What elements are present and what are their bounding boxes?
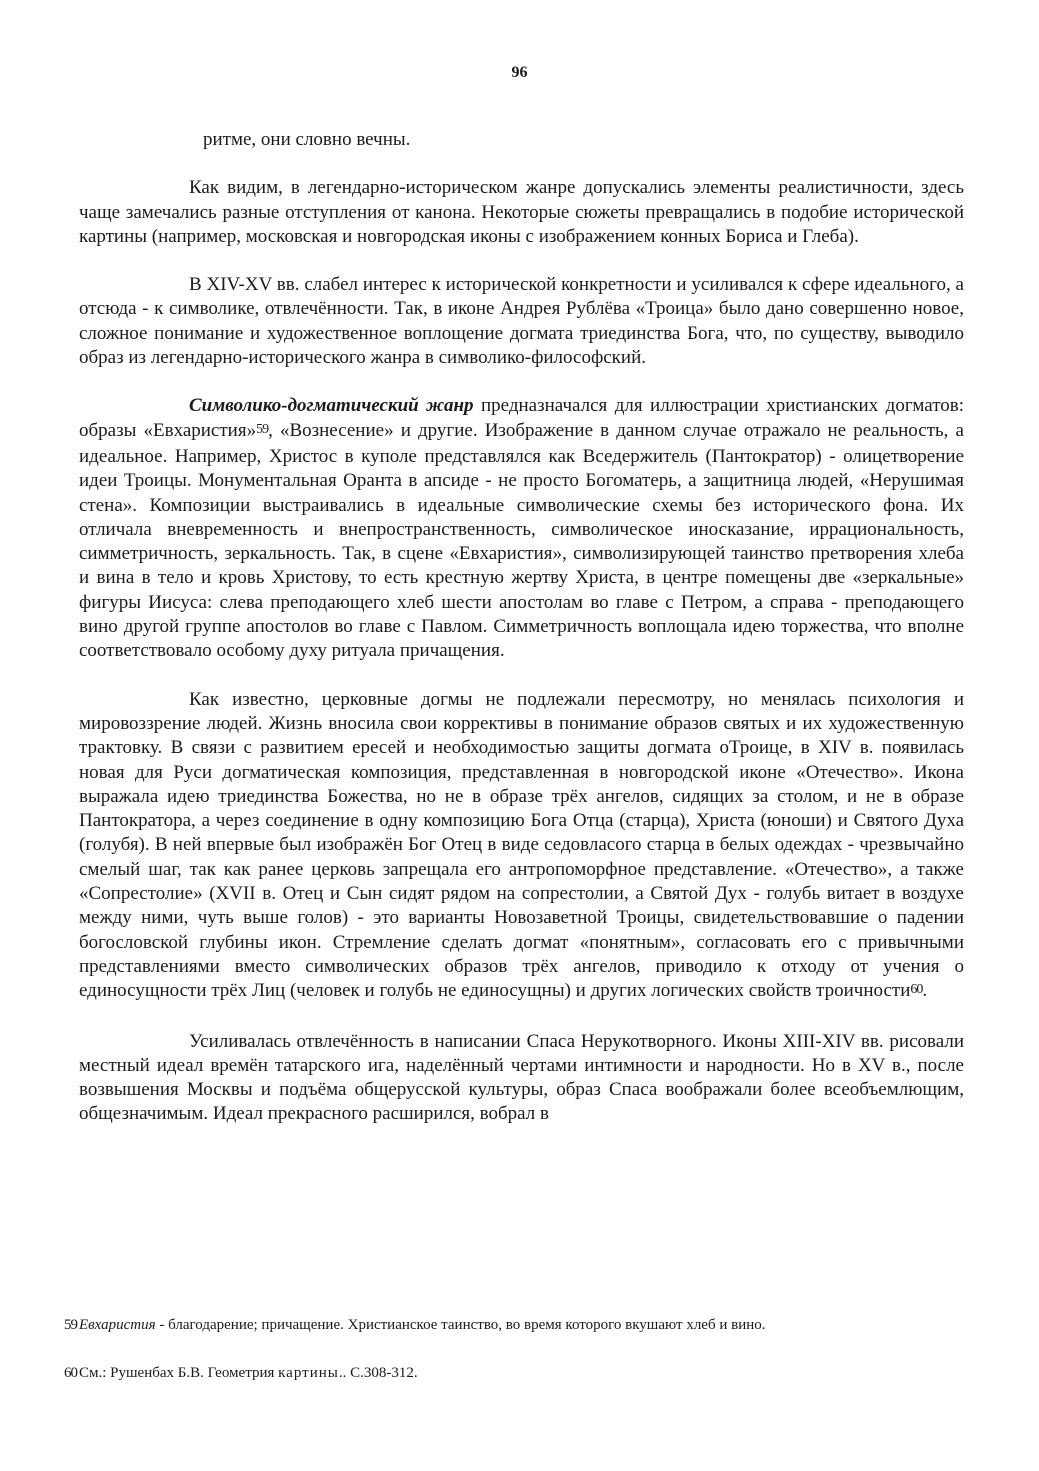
- paragraph-text: .: [922, 980, 928, 1002]
- paragraph-legendary-historical: Как видим, в легендарно-историческом жанре допускались элементы реалистичности, здесь чаще замечались разные отступления от канона. Некоторые сюжеты превращались в подобие исторической картины (например, московская и новгородская иконы с изображением конных Бориса и Глеба).: [79, 177, 964, 247]
- genre-term: Символико-догматический жанр: [189, 395, 474, 417]
- footnote-ref-60[interactable]: 60: [910, 982, 923, 998]
- footnote-text: См.: Рушенбах Б.В. Геометрия: [79, 1365, 279, 1381]
- footnote-text: картины: [278, 1365, 339, 1381]
- footnote-text: .. С.308-312.: [338, 1365, 418, 1381]
- paragraph-text: , «Вознесение» и другие. Изображение в данном случае отражало не реальность, а идеальное. Например, Христос в куполе представлялся как Вседержитель (Пантократор) - олицетворение идеи Троицы. Монументальная Оранта в апсиде - не просто Богоматерь, а защитница людей, «Нерушимая стена». Композиции выстраивались в идеальные символические схемы без исторического фона. Их отличала вневременность и внепространственность, символическое иносказание, иррациональность, симметричность, зеркальность. Так, в сцене «Евхаристия», символизирующей таинство претворения хлеба и вина в тело и кровь Христову, то есть крестную жертву Христа, в центре помещены две «зеркальные» фигуры Иисуса: слева преподающего хлеб шести апостолам во главе с Петром, а справа - преподающего вино другой группе апостолов во главе с Павлом. Симметричность воплощала идею торжества, что вполне соответствовало особому духу ритуала причащения.: [79, 419, 964, 662]
- paragraph-spas-nerukotvorny: Усиливалась отвлечённость в написании Спаса Нерукотворного. Иконы XIII-XIV вв. рисовали местный идеал времён татарского ига, наделённый чертами интимности и народности. Но в XV в., после возвышения Москвы и подъёма общерусской культуры, образ Спаса воображали более всеобъемлющим, общезначимым. Идеал прекрасного расширился, вобрал в: [79, 1030, 964, 1125]
- page-number: 96: [511, 64, 528, 81]
- paragraph-text: Как известно, церковные догмы не подлежали пересмотру, но менялась психология и мировоззрение людей. Жизнь вносила свои коррективы в понимание образов святых и их художественную трактовку. В связи с развитием ересей и необходимостью защиты догмата оТроице, в XIV в. появилась новая для Руси догматическая композиция, представленная в новгородской иконе «Отечество». Икона выражала идею триединства Божества, но не в образе трёх ангелов, сидящих за столом, и не в образе Пантократора, а через соединение в одну композицию Бога Отца (старца), Христа (юноши) и Святого Духа (голубя). В ней впервые был изображён Бог Отец в виде седовласого старца в белых одеждах - чрезвычайно смелый шаг, так как ранее церковь запрещала его антропоморфное представление. «Отечество», а также «Сопрестолие» (XVII в. Отец и Сын сидят рядом на сопрестолии, а Святой Дух - голубь витает в воздухе между ними, чуть выше голов) - это варианты Новозаветной Троицы, свидетельствовавшие о падении богословской глубины икон. Стремление сделать догмат «понятным», согласовать его с привычными представлениями вместо символических образов трёх ангелов, приводило к отходу от учения о единосущности трёх Лиц (человек и голубь не единосущны) и других логических свойств троичности: [79, 688, 964, 1002]
- body-text: [79, 128, 964, 1151]
- footnote-59: [64, 1317, 964, 1334]
- footnote-term: Евхаристия: [79, 1317, 156, 1333]
- footnote-60: [64, 1365, 964, 1382]
- paragraph-church-dogmas: [79, 688, 964, 1006]
- paragraph-continuation: ритме, они словно вечны.: [203, 129, 411, 150]
- paragraph-symbolic-dogmatic: [79, 394, 964, 663]
- footnote-text: - благодарение; причащение. Христианское таинство, во время которого вкушают хлеб и вино.: [155, 1317, 766, 1333]
- footnote-ref-59[interactable]: 59: [256, 421, 269, 437]
- paragraph-text: предназначался для иллюстрации христианских догматов: образы «Евхаристия»: [79, 395, 964, 441]
- footnote-number: 59: [64, 1317, 77, 1333]
- footnote-number: 60: [64, 1365, 77, 1381]
- paragraph-xiv-xv-centuries: В XIV-XV вв. слабел интерес к исторической конкретности и усиливался к сфере идеального, а отсюда - к символике, отвлечённости. Так, в иконе Андрея Рублёва «Троица» было дано совершенно новое, сложное понимание и художественное воплощение догмата триединства Бога, что, по существу, выводило образ из легендарно-исторического жанра в символико-философский.: [79, 274, 964, 369]
